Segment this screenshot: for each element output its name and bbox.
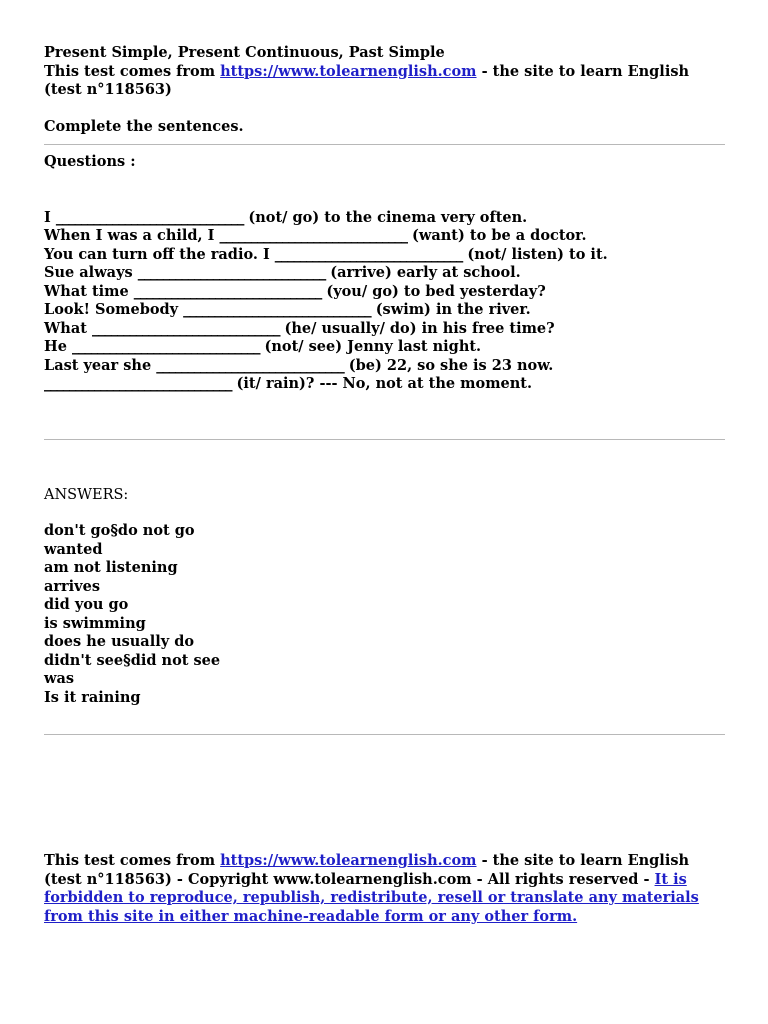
answer-item: was <box>44 670 75 687</box>
footer-copyright <box>44 852 725 926</box>
question-text-after: (arrive) early at school. <box>325 264 521 281</box>
document-page <box>44 44 725 926</box>
question-item <box>44 357 725 376</box>
question-text-before: What time <box>44 282 134 300</box>
questions-heading: Questions : <box>44 153 136 170</box>
question-list <box>44 209 725 394</box>
intro-prefix: This test comes from <box>44 62 221 80</box>
question-text-after: (not/ see) Jenny last night. <box>259 338 482 355</box>
answer-blank: ______________________________ <box>183 301 371 318</box>
intro-line <box>44 63 725 100</box>
answer-item: did you go <box>44 596 129 613</box>
answers-heading: ANSWERS: <box>44 486 129 503</box>
question-text-after: (swim) in the river. <box>370 301 531 318</box>
answer-item: arrives <box>44 577 100 595</box>
answer-blank: ______________________________ <box>156 356 344 374</box>
site-link[interactable]: https://www.tolearnenglish.com <box>220 62 477 80</box>
footer-prefix: This test comes from <box>44 852 221 869</box>
question-text-after: (want) to be a doctor. <box>406 227 587 244</box>
question-item <box>44 375 725 394</box>
divider-2 <box>44 439 725 440</box>
divider-1 <box>44 144 725 145</box>
answer-blank: ______________________________ <box>274 245 463 263</box>
answer-item: am not listening <box>44 559 178 576</box>
question-item <box>44 338 725 357</box>
answer-blank: ______________________________ <box>44 375 232 392</box>
question-item <box>44 320 725 339</box>
question-item <box>44 246 725 265</box>
divider-3 <box>44 734 725 735</box>
answer-item: don't go§do not go <box>44 522 195 539</box>
question-text-after: (not/ go) to the cinema very often. <box>243 208 528 226</box>
answer-item: is swimming <box>44 614 146 632</box>
instruction: Complete the sentences. <box>44 117 244 135</box>
question-item <box>44 301 725 320</box>
answer-blank: ______________________________ <box>219 227 407 244</box>
page-title: Present Simple, Present Continuous, Past Simple <box>44 44 445 61</box>
document-header <box>44 44 725 100</box>
question-text-before: You can turn off the radio. I <box>44 245 275 263</box>
question-text-before: Last year she <box>44 356 157 374</box>
answer-blank: ______________________________ <box>137 264 326 281</box>
intro-suffix: - the site to learn English (test n°118563) <box>44 62 690 98</box>
question-text-before: Look! Somebody <box>44 301 184 318</box>
question-text-before: Sue always <box>44 264 138 281</box>
question-item <box>44 283 725 302</box>
question-text-after: (be) 22, so she is 23 now. <box>343 356 554 374</box>
answer-blank: ______________________________ <box>133 282 322 300</box>
answer-item: didn't see§did not see <box>44 651 221 669</box>
footer-middle: - the site to learn English (test n°118563) - Copyright www.tolearnenglish.com - All rights reserved - <box>44 852 690 888</box>
answer-blank: ______________________________ <box>91 319 280 337</box>
answer-item: does he usually do <box>44 633 195 650</box>
question-text-after: (not/ listen) to it. <box>462 245 608 263</box>
answer-blank: ______________________________ <box>71 338 260 355</box>
question-item <box>44 227 725 246</box>
question-item <box>44 209 725 228</box>
question-text-after: (it/ rain)? --- No, not at the moment. <box>231 375 533 392</box>
answer-item: Is it raining <box>44 688 141 706</box>
question-item <box>44 264 725 283</box>
answer-list <box>44 522 725 707</box>
question-text-after: (he/ usually/ do) in his free time? <box>279 319 555 337</box>
question-text-before: He <box>44 338 72 355</box>
answer-item: wanted <box>44 540 103 558</box>
question-text-before: I <box>44 208 56 226</box>
question-text-before: When I was a child, I <box>44 227 220 244</box>
footer-notice-link[interactable]: It is forbidden to reproduce, republish, redistribute, resell or translate any materials from this site in either machine-readable form or any other form. <box>44 870 699 925</box>
answer-blank: ______________________________ <box>55 208 244 226</box>
question-text-before: What <box>44 319 92 337</box>
question-text-after: (you/ go) to bed yesterday? <box>321 282 546 300</box>
footer-site-link[interactable]: https://www.tolearnenglish.com <box>220 852 477 869</box>
